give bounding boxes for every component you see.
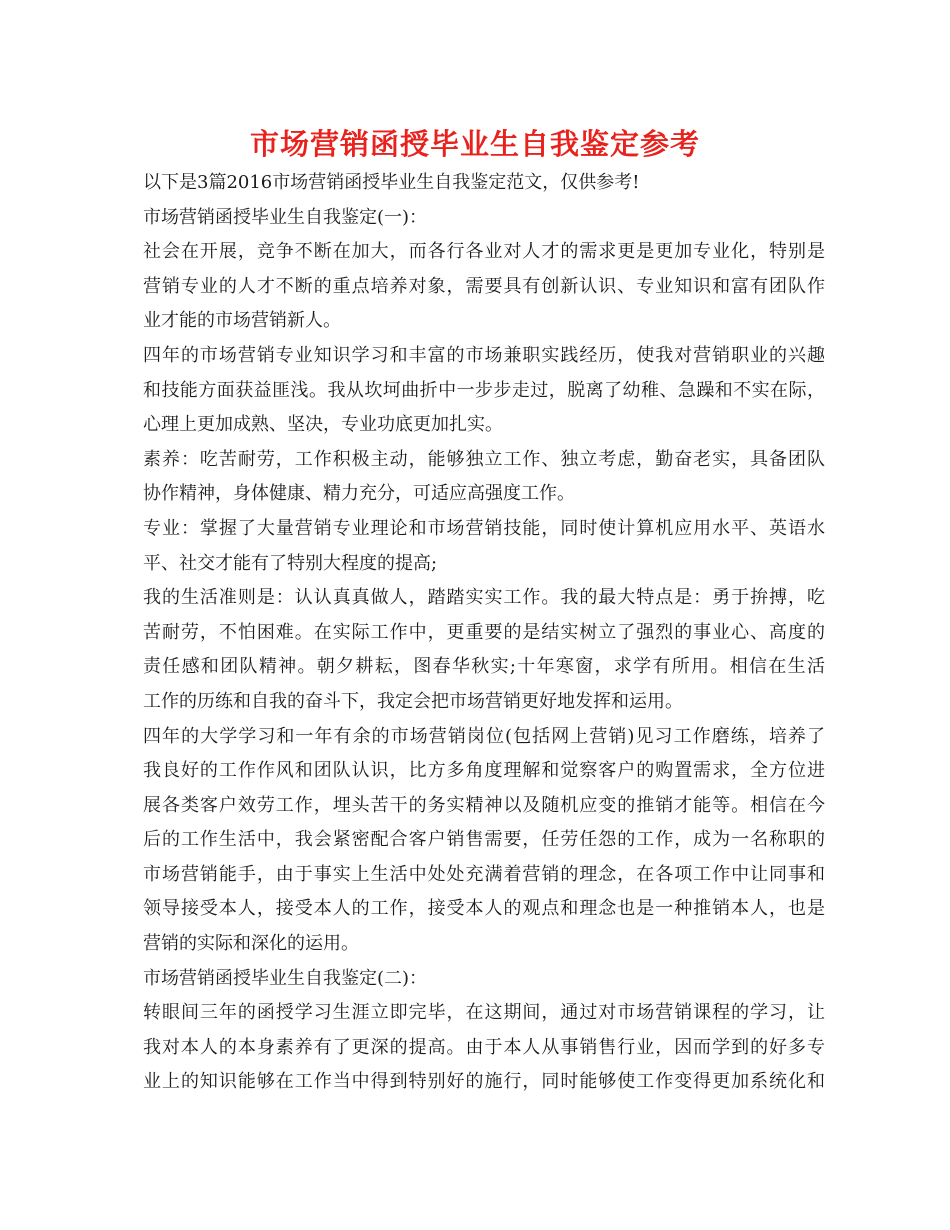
section-heading: 市场营销函授毕业生自我鉴定(二)： xyxy=(143,967,428,989)
section-heading: 市场营销函授毕业生自我鉴定(一)： xyxy=(143,206,428,228)
text-line: 业才能的市场营销新人。 xyxy=(143,310,341,332)
text-line: 以下是3篇2016市场营销函授毕业生自我鉴定范文，仅供参考! xyxy=(143,172,640,193)
text-line: 四年的市场营销专业知识学习和丰富的市场兼职实践经历，使我对营销职业的兴趣 xyxy=(143,344,825,366)
text-line: 平、社交才能有了特别大程度的提高; xyxy=(143,552,438,574)
text-line: 领导接受本人，接受本人的工作，接受本人的观点和理念也是一种推销本人，也是 xyxy=(143,898,825,920)
document-title: 市场营销函授毕业生自我鉴定参考 xyxy=(249,127,700,161)
text-line: 转眼间三年的函授学习生涯立即完毕，在这期间，通过对市场营销课程的学习，让 xyxy=(143,1002,825,1024)
text-line: 我的生活准则是：认认真真做人，踏踏实实工作。我的最大特点是：勇于拚搏，吃 xyxy=(143,587,825,609)
text-line: 四年的大学学习和一年有余的市场营销岗位(包括网上营销)见习工作磨练，培养了 xyxy=(143,725,825,747)
text-line: 市场营销能手，由于事实上生活中处处充满着营销的理念，在各项工作中让同事和 xyxy=(143,863,825,885)
text-line: 后的工作生活中，我会紧密配合客户销售需要，任劳任怨的工作，成为一名称职的 xyxy=(143,829,825,851)
text-line: 我对本人的本身素养有了更深的提高。由于本人从事销售行业，因而学到的好多专 xyxy=(143,1036,825,1058)
text-line: 营销的实际和深化的运用。 xyxy=(143,933,359,955)
text-line: 展各类客户效劳工作，埋头苦干的务实精神以及随机应变的推销才能等。相信在今 xyxy=(143,794,825,816)
text-line: 营销专业的人才不断的重点培养对象，需要具有创新认识、专业知识和富有团队作 xyxy=(143,275,825,297)
text-line: 我良好的工作作风和团队认识，比方多角度理解和觉察客户的购置需求，全方位进 xyxy=(143,760,825,782)
text-line: 工作的历练和自我的奋斗下，我定会把市场营销更好地发挥和运用。 xyxy=(143,690,683,712)
text-line: 苦耐劳，不怕困难。在实际工作中，更重要的是结实树立了强烈的事业心、高度的 xyxy=(143,621,825,643)
text-line: 专业：掌握了大量营销专业理论和市场营销技能，同时使计算机应用水平、英语水 xyxy=(143,517,825,539)
document-body xyxy=(143,166,825,1100)
text-line: 心理上更加成熟、坚决，专业功底更加扎实。 xyxy=(143,414,503,436)
text-line: 社会在开展，竞争不断在加大，而各行各业对人才的需求更是更加专业化，特别是 xyxy=(143,241,825,263)
text-line: 素养：吃苦耐劳，工作积极主动，能够独立工作、独立考虑，勤奋老实，具备团队 xyxy=(143,448,825,470)
text-line: 协作精神，身体健康、精力充分，可适应高强度工作。 xyxy=(143,483,575,505)
text-line: 和技能方面获益匪浅。我从坎坷曲折中一步步走过，脱离了幼稚、急躁和不实在际， xyxy=(143,379,825,401)
text-line: 业上的知识能够在工作当中得到特别好的施行，同时能够使工作变得更加系统化和 xyxy=(143,1071,825,1093)
text-line: 责任感和团队精神。朝夕耕耘，图春华秋实;十年寒窗，求学有所用。相信在生活 xyxy=(143,656,825,678)
